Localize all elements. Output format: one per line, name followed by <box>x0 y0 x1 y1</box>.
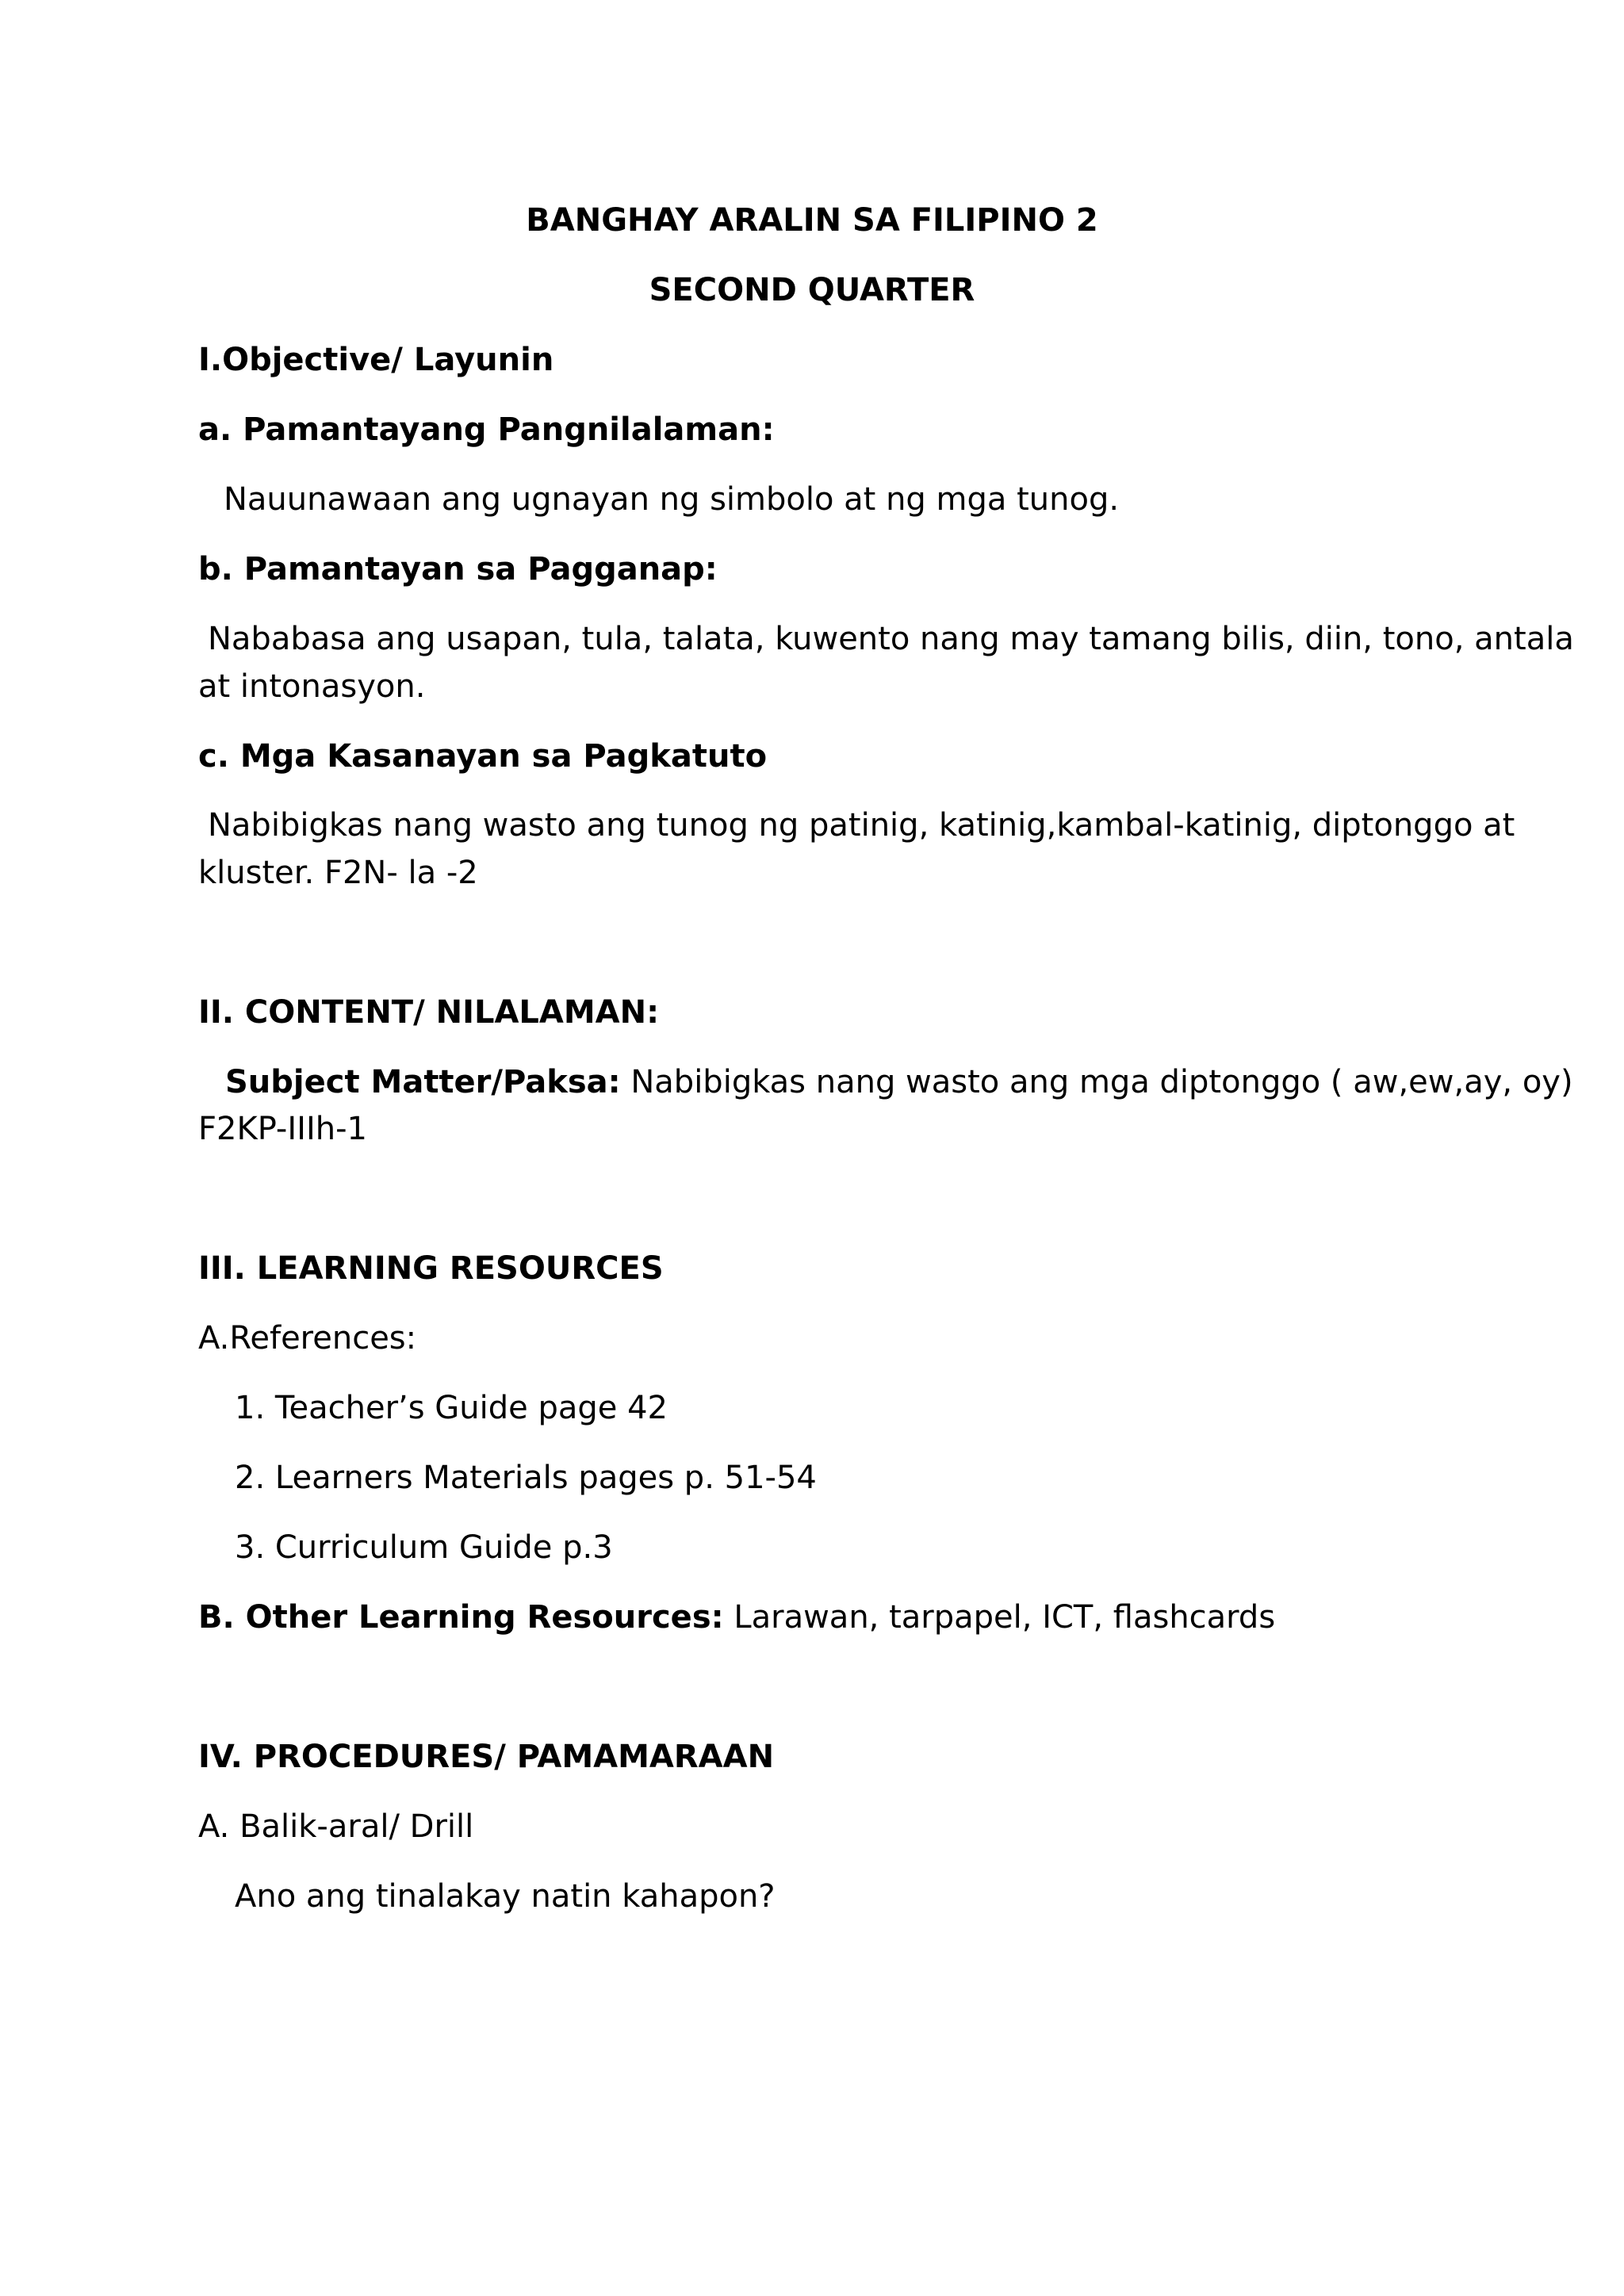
section-1b-text-line-1: Nababasa ang usapan, tula, talata, kuwento nang may tamang bilis, diin, tono, antala <box>208 621 1574 657</box>
reference-item: 3. Curriculum Guide p.3 <box>235 1529 613 1566</box>
references-label: A.References: <box>198 1320 417 1357</box>
reference-item: 2. Learners Materials pages p. 51-54 <box>235 1460 817 1496</box>
drill-question: Ano ang tinalakay natin kahapon? <box>235 1878 776 1915</box>
section-1a-label: a. Pamantayang Pangnilalaman: <box>198 411 775 448</box>
drill-label: A. Balik-aral/ Drill <box>198 1808 474 1845</box>
reference-item: 1. Teacher’s Guide page 42 <box>235 1390 668 1426</box>
other-resources-text: Larawan, tarpapel, ICT, flashcards <box>723 1599 1276 1636</box>
section-1b-text-line-2: at intonasyon. <box>198 668 426 705</box>
other-resources-line <box>198 1598 1275 1636</box>
subject-matter-label: Subject Matter/Paksa: <box>225 1064 621 1100</box>
section-4-heading: IV. PROCEDURES/ PAMAMARAAN <box>198 1739 775 1775</box>
subject-matter-line <box>225 1063 1573 1101</box>
section-1-heading: I.Objective/ Layunin <box>198 342 554 378</box>
section-3-heading: III. LEARNING RESOURCES <box>198 1250 664 1287</box>
document-subtitle: SECOND QUARTER <box>649 272 975 308</box>
section-1c-label: c. Mga Kasanayan sa Pagkatuto <box>198 738 768 775</box>
document-title: BANGHAY ARALIN SA FILIPINO 2 <box>526 202 1098 239</box>
section-1b-label: b. Pamantayan sa Pagganap: <box>198 551 718 587</box>
section-2-heading: II. CONTENT/ NILALAMAN: <box>198 994 660 1031</box>
section-1c-text-line-1: Nabibigkas nang wasto ang tunog ng patinig, katinig,kambal-katinig, diptonggo at <box>208 807 1515 844</box>
section-1c-text-line-2: kluster. F2N- la -2 <box>198 855 478 891</box>
other-resources-label: B. Other Learning Resources: <box>198 1599 724 1636</box>
subject-matter-text: Nabibigkas nang wasto ang mga diptonggo ( aw,ew,ay, oy) <box>620 1064 1573 1100</box>
subject-matter-code: F2KP-IIIh-1 <box>198 1111 367 1147</box>
section-1a-text: Nauunawaan ang ugnayan ng simbolo at ng mga tunog. <box>224 481 1120 518</box>
